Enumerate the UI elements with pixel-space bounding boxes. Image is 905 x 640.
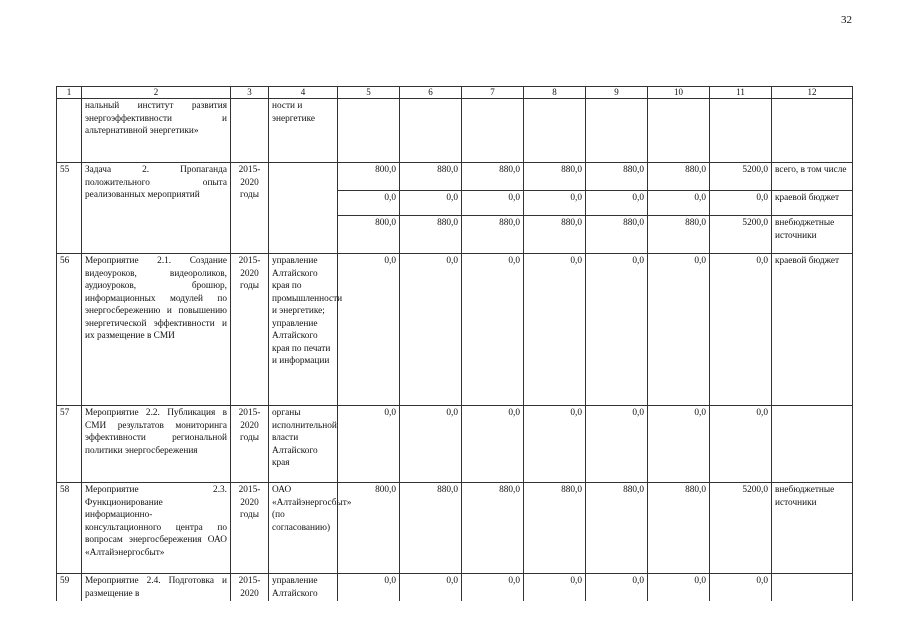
program-table	[56, 86, 853, 601]
value-cell: 880,0	[400, 483, 462, 574]
header-cell: 11	[710, 87, 772, 99]
value-cell: 0,0	[524, 191, 586, 216]
value-cell: 880,0	[462, 483, 524, 574]
value-cell: 0,0	[648, 191, 710, 216]
executor: ОАО «Алтайэнергосбыт» (по согласованию)	[269, 483, 338, 574]
header-cell: 3	[231, 87, 269, 99]
value-cell: 0,0	[338, 574, 400, 602]
row-number: 58	[57, 483, 82, 574]
measure-name: нальный институт развития энергоэффективности и альтернативной энергетики»	[82, 99, 231, 163]
value-cell: 880,0	[586, 216, 648, 254]
value-cell: 0,0	[524, 406, 586, 483]
table-row	[57, 254, 853, 406]
row-number: 57	[57, 406, 82, 483]
header-cell: 6	[400, 87, 462, 99]
funding-source: внебюджетные источники	[772, 216, 853, 254]
value-cell: 5200,0	[710, 216, 772, 254]
value-cell: 800,0	[338, 216, 400, 254]
funding-source: краевой бюджет	[772, 191, 853, 216]
table-row	[57, 574, 853, 602]
value-cell: 0,0	[524, 574, 586, 602]
funding-source: краевой бюджет	[772, 254, 853, 406]
value-cell: 0,0	[648, 574, 710, 602]
executor: ности и энергетике	[269, 99, 338, 163]
header-cell: 7	[462, 87, 524, 99]
value-cell: 880,0	[462, 163, 524, 191]
period: 2015-2020 годы	[231, 483, 269, 574]
measure-name: Мероприятие 2.1. Создание видеоуроков, видеороликов, аудиоуроков, брошюр, информационных модулей по энергосбережению и повышению энергетической эффективности и их размещение в СМИ	[82, 254, 231, 406]
table-row	[57, 99, 853, 163]
value-cell: 0,0	[338, 254, 400, 406]
value-cell: 0,0	[710, 254, 772, 406]
value-cell: 880,0	[524, 216, 586, 254]
value-cell: 880,0	[400, 163, 462, 191]
header-cell: 12	[772, 87, 853, 99]
funding-source	[772, 574, 853, 602]
funding-source: внебюджетные источники	[772, 483, 853, 574]
table-row	[57, 406, 853, 483]
value-cell: 0,0	[586, 574, 648, 602]
value-cell: 880,0	[400, 216, 462, 254]
value-cell: 0,0	[462, 574, 524, 602]
header-cell: 8	[524, 87, 586, 99]
value-cell: 0,0	[710, 406, 772, 483]
table-row	[57, 163, 853, 191]
value-cell: 800,0	[338, 483, 400, 574]
value-cell: 880,0	[586, 163, 648, 191]
value-cell: 880,0	[648, 216, 710, 254]
value-cell: 880,0	[648, 163, 710, 191]
period: 2015-2020	[231, 574, 269, 602]
value-cell: 880,0	[648, 483, 710, 574]
value-cell: 880,0	[462, 216, 524, 254]
executor: управление Алтайского	[269, 574, 338, 602]
header-cell: 10	[648, 87, 710, 99]
value-cell: 0,0	[400, 574, 462, 602]
header-cell: 9	[586, 87, 648, 99]
header-cell: 2	[82, 87, 231, 99]
measure-name: Мероприятие 2.2. Публикация в СМИ результатов мониторинга эффективности региональной политики энергосбережения	[82, 406, 231, 483]
value-cell: 0,0	[400, 406, 462, 483]
value-cell: 0,0	[462, 191, 524, 216]
executor: органы исполнительной власти Алтайского края	[269, 406, 338, 483]
page-number: 32	[841, 14, 852, 26]
value-cell: 800,0	[338, 163, 400, 191]
value-cell: 0,0	[586, 191, 648, 216]
measure-name: Мероприятие 2.4. Подготовка и размещение в	[82, 574, 231, 602]
period: 2015-2020 годы	[231, 163, 269, 254]
executor: управление Алтайского края по промышленности и энергетике; управление Алтайского края по печати и информации	[269, 254, 338, 406]
header-cell: 4	[269, 87, 338, 99]
value-cell: 880,0	[524, 483, 586, 574]
funding-source	[772, 406, 853, 483]
value-cell: 0,0	[400, 254, 462, 406]
value-cell: 0,0	[524, 254, 586, 406]
measure-name: Задача 2. Пропаганда положительного опыта реализованных мероприятий	[82, 163, 231, 254]
value-cell: 0,0	[338, 406, 400, 483]
value-cell: 5200,0	[710, 483, 772, 574]
value-cell: 5200,0	[710, 163, 772, 191]
value-cell: 0,0	[710, 574, 772, 602]
measure-name: Мероприятие 2.3. Функционирование информационно-консультационного центра по вопросам энергосбережения ОАО «Алтайэнергосбыт»	[82, 483, 231, 574]
value-cell: 0,0	[648, 254, 710, 406]
value-cell: 0,0	[400, 191, 462, 216]
value-cell: 0,0	[586, 254, 648, 406]
value-cell: 0,0	[648, 406, 710, 483]
table-row	[57, 483, 853, 574]
value-cell: 880,0	[586, 483, 648, 574]
value-cell: 0,0	[462, 254, 524, 406]
value-cell: 0,0	[462, 406, 524, 483]
value-cell: 0,0	[338, 191, 400, 216]
header-cell: 5	[338, 87, 400, 99]
value-cell: 0,0	[710, 191, 772, 216]
row-number: 56	[57, 254, 82, 406]
header-row	[57, 87, 853, 99]
row-number: 59	[57, 574, 82, 602]
period: 2015-2020 годы	[231, 406, 269, 483]
header-cell: 1	[57, 87, 82, 99]
value-cell: 0,0	[586, 406, 648, 483]
row-number: 55	[57, 163, 82, 254]
funding-source: всего, в том числе	[772, 163, 853, 191]
value-cell: 880,0	[524, 163, 586, 191]
period: 2015-2020 годы	[231, 254, 269, 406]
